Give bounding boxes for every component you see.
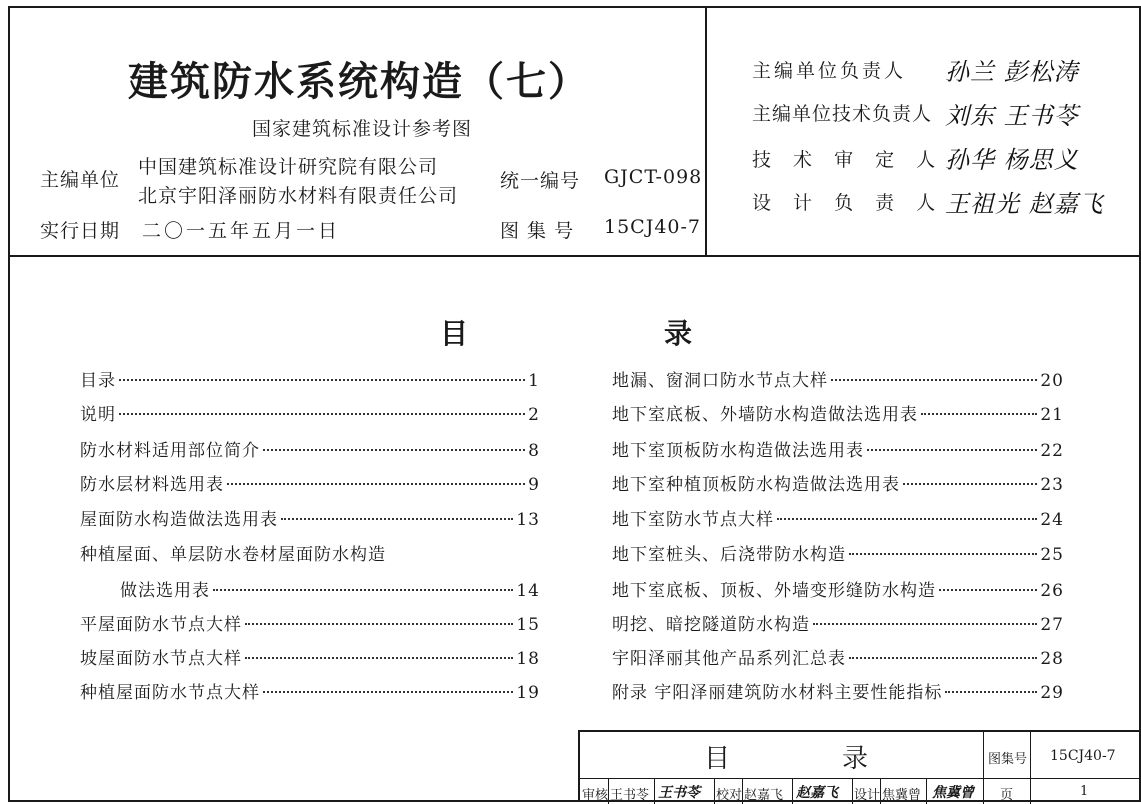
toc-entry-title: 附录 宇阳泽丽建筑防水材料主要性能指标 (612, 683, 943, 703)
toc-entry-title: 种植屋面、单层防水卷材屋面防水构造 (80, 545, 386, 565)
toc-leader-dots (245, 657, 513, 659)
toc-entry-title: 种植屋面防水节点大样 (80, 683, 260, 703)
title-block-atlas-label: 图集号 (988, 752, 1028, 767)
design-signature: 焦冀曾 (932, 785, 974, 801)
toc-leader-dots (245, 623, 513, 625)
header-divider (8, 255, 1141, 257)
document-title: 建筑防水系统构造（七） (128, 59, 590, 105)
toc-entry[interactable] (120, 576, 540, 604)
design-label: 设计 (854, 788, 881, 803)
toc-leader-dots (119, 413, 525, 415)
toc-leader-dots (831, 379, 1037, 381)
toc-leader-dots (849, 553, 1037, 555)
page-label: 页 (1000, 788, 1014, 803)
toc-leader-dots (921, 413, 1037, 415)
title-block-name-right: 录 (842, 744, 869, 774)
toc-leader-dots (227, 483, 525, 485)
toc-entry-title: 地漏、窗洞口防水节点大样 (612, 371, 828, 391)
toc-entry-page: 27 (1040, 615, 1064, 635)
atlas-value: 15CJ40-7 (604, 216, 702, 238)
approval-design-label: 设 计 负 责 人 (752, 192, 944, 214)
toc-entry[interactable] (80, 610, 540, 638)
approval-tech-signature: 刘东 王书苓 (945, 102, 1079, 130)
chief-unit-2: 北京宇阳泽丽防水材料有限责任公司 (138, 185, 459, 207)
code-value: GJCT-098 (604, 166, 703, 188)
toc-entry-page: 2 (528, 405, 540, 425)
toc-leader-dots (939, 589, 1037, 591)
toc-entry-title: 平屋面防水节点大样 (80, 615, 242, 635)
toc-entry-title: 屋面防水构造做法选用表 (80, 510, 278, 530)
date-value: 二〇一五年五月一日 (142, 220, 341, 242)
title-block-cell-divider (792, 778, 793, 804)
toc-entry-page: 23 (1040, 475, 1064, 495)
toc-entry[interactable] (80, 436, 540, 464)
toc-leader-dots (119, 379, 525, 381)
title-block (578, 730, 1141, 802)
header-vertical-divider (705, 6, 707, 256)
toc-entry[interactable] (80, 505, 540, 533)
toc-entry[interactable] (612, 436, 1064, 464)
approval-chief-unit-signature: 孙兰 彭松涛 (945, 58, 1079, 86)
toc-entry-title: 明挖、暗挖隧道防水构造 (612, 615, 810, 635)
toc-entry-title: 防水层材料选用表 (80, 475, 224, 495)
title-block-cell-divider (742, 778, 743, 804)
approval-tech-label: 主编单位技术负责人 (752, 103, 933, 125)
check-signature: 赵嘉飞 (796, 785, 838, 801)
toc-entry-page: 21 (1040, 405, 1064, 425)
toc-entry-title: 地下室防水节点大样 (612, 510, 774, 530)
toc-title-right: 录 (664, 317, 693, 350)
approval-design-signature: 王祖光 赵嘉飞 (945, 190, 1104, 218)
toc-leader-dots (777, 518, 1037, 520)
toc-entry-page: 8 (528, 441, 540, 461)
toc-leader-dots (945, 691, 1037, 693)
toc-entry-page: 26 (1040, 581, 1064, 601)
toc-leader-dots (263, 691, 513, 693)
toc-entry[interactable] (612, 366, 1064, 394)
title-block-col-divider (1030, 732, 1031, 804)
title-block-cell-divider (926, 778, 927, 804)
check-name: 赵嘉飞 (744, 788, 784, 803)
review-signature: 王书苓 (658, 785, 700, 801)
toc-leader-dots (281, 518, 513, 520)
toc-entry[interactable] (80, 470, 540, 498)
toc-entry-title: 坡屋面防水节点大样 (80, 649, 242, 669)
title-block-row-divider (580, 778, 1141, 779)
toc-entry[interactable] (80, 644, 540, 672)
toc-entry-page: 22 (1040, 441, 1064, 461)
toc-entry-page: 9 (528, 475, 540, 495)
toc-entry-title: 地下室顶板防水构造做法选用表 (612, 441, 864, 461)
toc-entry[interactable] (612, 644, 1064, 672)
toc-leader-dots (849, 657, 1037, 659)
title-block-name-left: 目 (704, 744, 731, 774)
document-subtitle: 国家建筑标准设计参考图 (252, 118, 473, 140)
toc-entry-title: 宇阳泽丽其他产品系列汇总表 (612, 649, 846, 669)
toc-entry-title: 地下室底板、顶板、外墙变形缝防水构造 (612, 581, 936, 601)
approval-review-label: 技 术 审 定 人 (752, 149, 944, 171)
code-label: 统一编号 (500, 170, 581, 192)
toc-entry[interactable] (612, 576, 1064, 604)
toc-entry-page: 29 (1040, 683, 1064, 703)
chief-unit-1: 中国建筑标准设计研究院有限公司 (138, 156, 439, 178)
toc-entry-page: 24 (1040, 510, 1064, 530)
design-name: 焦冀曾 (882, 788, 922, 803)
toc-entry[interactable] (80, 400, 540, 428)
toc-entry[interactable] (612, 678, 1064, 706)
toc-entry-page: 28 (1040, 649, 1064, 669)
title-block-cell-divider (714, 778, 715, 804)
toc-leader-dots (813, 623, 1037, 625)
toc-entry-page: 1 (528, 371, 540, 391)
toc-entry-page: 14 (516, 581, 540, 601)
page-value: 1 (1080, 784, 1089, 799)
toc-entry[interactable] (612, 470, 1064, 498)
title-block-cell-divider (880, 778, 881, 804)
toc-entry-title: 防水材料适用部位简介 (80, 441, 260, 461)
toc-leader-dots (263, 449, 525, 451)
toc-entry-title: 地下室种植顶板防水构造做法选用表 (612, 475, 900, 495)
chief-unit-label: 主编单位 (40, 169, 121, 191)
toc-entry-page: 18 (516, 649, 540, 669)
toc-entry-title: 说明 (80, 405, 116, 425)
toc-leader-dots (213, 589, 513, 591)
toc-entry-page: 19 (516, 683, 540, 703)
approval-chief-unit-label: 主编单位负责人 (752, 60, 907, 82)
toc-entry[interactable] (80, 366, 540, 394)
toc-leader-dots (903, 483, 1037, 485)
review-label: 审核 (582, 788, 609, 803)
check-label: 校对 (716, 788, 743, 803)
toc-entry-title: 地下室底板、外墙防水构造做法选用表 (612, 405, 918, 425)
toc-entry[interactable] (612, 505, 1064, 533)
toc-entry[interactable] (612, 400, 1064, 428)
date-label: 实行日期 (40, 220, 121, 242)
atlas-label: 图 集 号 (500, 220, 575, 242)
toc-entry-page: 13 (516, 510, 540, 530)
toc-entry-page: 25 (1040, 545, 1064, 565)
toc-title-left: 目 (440, 317, 469, 350)
title-block-cell-divider (852, 778, 853, 804)
toc-entry-title: 地下室桩头、后浇带防水构造 (612, 545, 846, 565)
toc-leader-dots (867, 449, 1037, 451)
review-name: 王书苓 (610, 788, 650, 803)
title-block-atlas-value: 15CJ40-7 (1050, 748, 1116, 764)
toc-entry[interactable] (80, 678, 540, 706)
toc-entry-title: 做法选用表 (120, 581, 210, 601)
toc-entry-page: 15 (516, 615, 540, 635)
toc-entry-title: 目录 (80, 371, 116, 391)
toc-entry-page: 20 (1040, 371, 1064, 391)
toc-entry[interactable] (612, 540, 1064, 568)
title-block-col-divider (983, 732, 984, 804)
title-block-cell-divider (654, 778, 655, 804)
title-block-cell-divider (608, 778, 609, 804)
toc-entry[interactable] (80, 540, 540, 568)
approval-review-signature: 孙华 杨思义 (945, 146, 1079, 174)
toc-entry[interactable] (612, 610, 1064, 638)
